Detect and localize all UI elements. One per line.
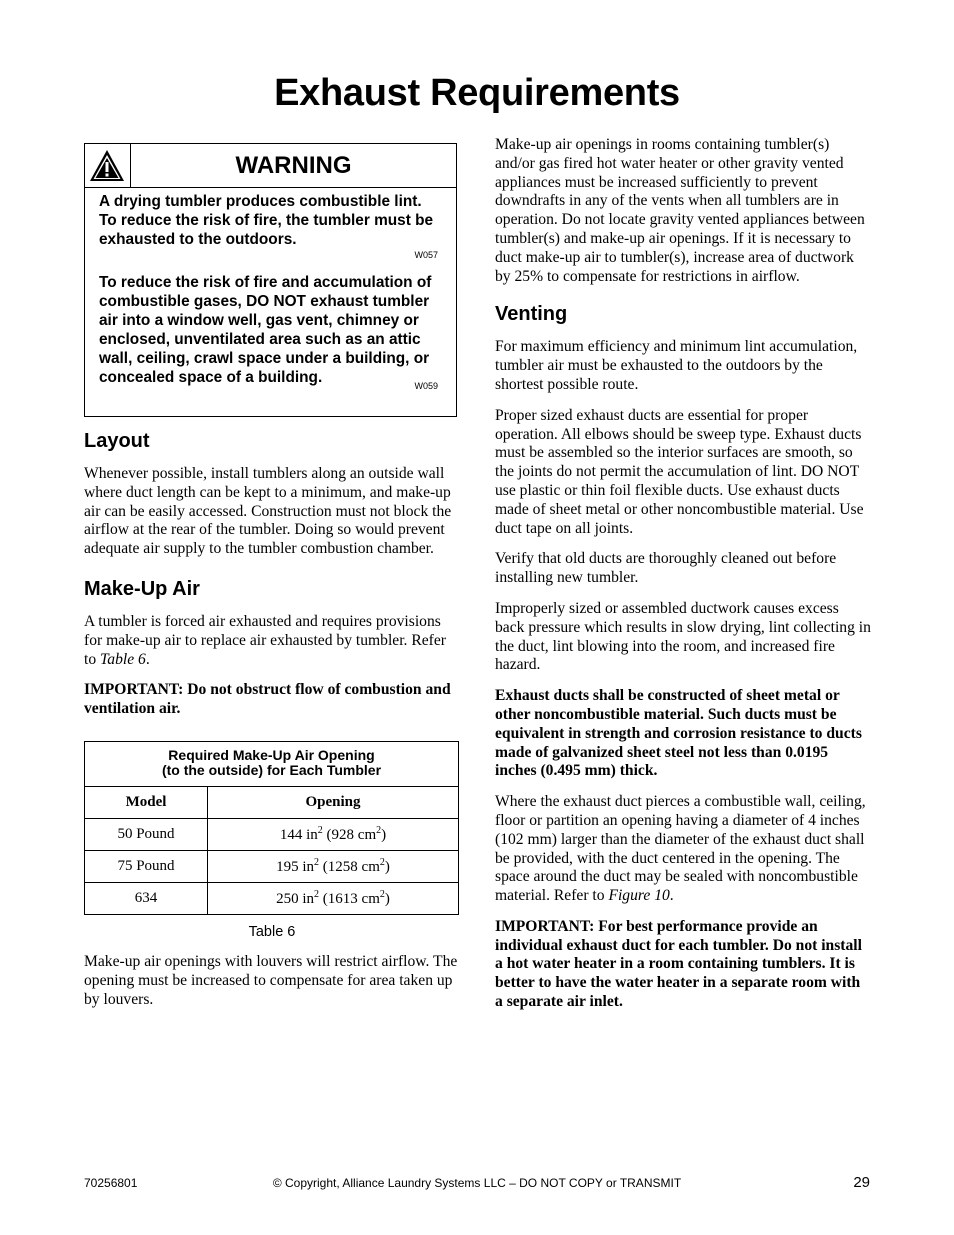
layout-heading: Layout bbox=[84, 430, 150, 452]
warning-text-1: A drying tumbler produces combustible lint. To reduce the risk of fire, the tumbler must be exhausted to the outdoors. bbox=[99, 193, 434, 248]
page-title: Exhaust Requirements bbox=[274, 72, 680, 114]
table-row: 634 250 $in^2$ (1613 $cm^2$) bbox=[85, 882, 459, 914]
venting-paragraph-5: Exhaust ducts shall be constructed of sheet metal or other noncombustible material. Such ducts must be equivalent in strength and corrosion resistance to ducts made of galvanized sheet steel not less than 0.0195 inches (0.495 mm) thick. bbox=[495, 687, 862, 780]
venting-paragraph-3: Verify that old ducts are thoroughly cleaned out before installing new tumbler. bbox=[495, 550, 837, 587]
page-footer bbox=[84, 1174, 870, 1194]
warning-header bbox=[85, 144, 456, 188]
venting-important: IMPORTANT: For best performance provide an individual exhaust duct for each tumbler. Do not install a hot water heater in a room containing tumblers. It is better to have the water heater in a separate room with a separate air inlet. bbox=[495, 917, 862, 1011]
column-header-opening: Opening bbox=[208, 786, 459, 818]
warning-triangle-icon bbox=[85, 144, 131, 187]
makeup-heading: Make-Up Air bbox=[84, 577, 200, 600]
warning-box bbox=[84, 143, 457, 417]
right-column bbox=[495, 136, 871, 1024]
figure-10-reference: Figure 10 bbox=[608, 887, 670, 905]
warning-label: WARNING bbox=[235, 152, 352, 179]
page-number: 29 bbox=[853, 1174, 870, 1191]
makeup-text: A tumbler is forced air exhausted and requires provisions for make-up air to replace air exhausted by tumbler. Refer to Table 6. bbox=[84, 612, 446, 668]
makeup-air-table bbox=[84, 741, 459, 915]
layout-text: Whenever possible, install tumblers along an outside wall where duct length can be kept to a minimum, and make-up air can be easily accessed. Construction must not block the airflow at the rear of the tumbler. Doing so would prevent adequate air supply to the tumbler combustion chamber. bbox=[84, 465, 452, 558]
table-row: 75 Pound 195 $in^2$ (1258 $cm^2$) bbox=[85, 850, 459, 882]
table-6-reference: Table 6 bbox=[100, 650, 146, 668]
warning-code-2: W059 bbox=[414, 381, 438, 391]
document-number: 70256801 bbox=[84, 1176, 138, 1190]
warning-text-2: To reduce the risk of fire and accumulation of combustible gases, DO NOT exhaust tumbler air into a window well, gas vent, chimney or enclosed, unventilated area such as an attic wall, ceiling, crawl space under a building, or concealed space of a building. bbox=[99, 274, 432, 386]
makeup-openings-text: Make-up air openings in rooms containing tumbler(s) and/or gas fired hot water heater or other gravity vented appliances must be increased sufficiently to prevent downdrafts in any of the vents when all tumblers are in operation. Do not locate gravity vented appliances between tumbler(s) and make-up air openings. If it is necessary to duct make-up air to tumbler(s), increase area of ductwork by 25% to compensate for restrictions in airflow. bbox=[495, 136, 865, 285]
venting-paragraph-4: Improperly sized or assembled ductwork causes excess back pressure which results in slow drying, lint collecting in the duct, lint blowing into the room, and increased fire hazard. bbox=[495, 599, 871, 674]
venting-heading: Venting bbox=[495, 303, 568, 326]
makeup-important: IMPORTANT: Do not obstruct flow of combustion and ventilation air. bbox=[84, 681, 451, 718]
copyright-notice: © Copyright, Alliance Laundry Systems LLC – DO NOT COPY or TRANSMIT bbox=[272, 1176, 682, 1190]
column-header-model: Model bbox=[85, 786, 208, 818]
table-caption: Required Make-Up Air Opening (to the outside) for Each Tumbler bbox=[85, 741, 459, 786]
warning-code-1: W057 bbox=[414, 250, 438, 260]
venting-paragraph-1: For maximum efficiency and minimum lint accumulation, tumbler air must be exhausted to the outdoors by the shortest possible route. bbox=[495, 338, 858, 393]
louvers-text: Make-up air openings with louvers will restrict airflow. The opening must be increased to compensate for area taken up by louvers. bbox=[84, 952, 458, 1008]
table-label: Table 6 bbox=[248, 923, 296, 940]
venting-paragraph-2: Proper sized exhaust ducts are essential for proper operation. All elbows should be sweep type. Exhaust ducts must be assembled so the interior surfaces are smooth, so the joints do not permit the accumulation of lint. DO NOT use plastic or thin foil flexible ducts. Use exhaust ducts made of sheet metal or other noncombustible material. Use duct tape on all joints. bbox=[495, 406, 864, 537]
table-row: 50 Pound 144 $in^2$ (928 $cm^2$) bbox=[85, 818, 459, 850]
venting-paragraph-6: Where the exhaust duct pierces a combustible wall, ceiling, floor or partition an opening having a diameter of 4 inches (102 mm) larger than the diameter of the exhaust duct shall be provided, with the duct centered in the opening. The space around the duct may be sealed with noncombustible material. Refer to Figure 10. bbox=[495, 793, 866, 905]
left-column bbox=[84, 143, 460, 1021]
